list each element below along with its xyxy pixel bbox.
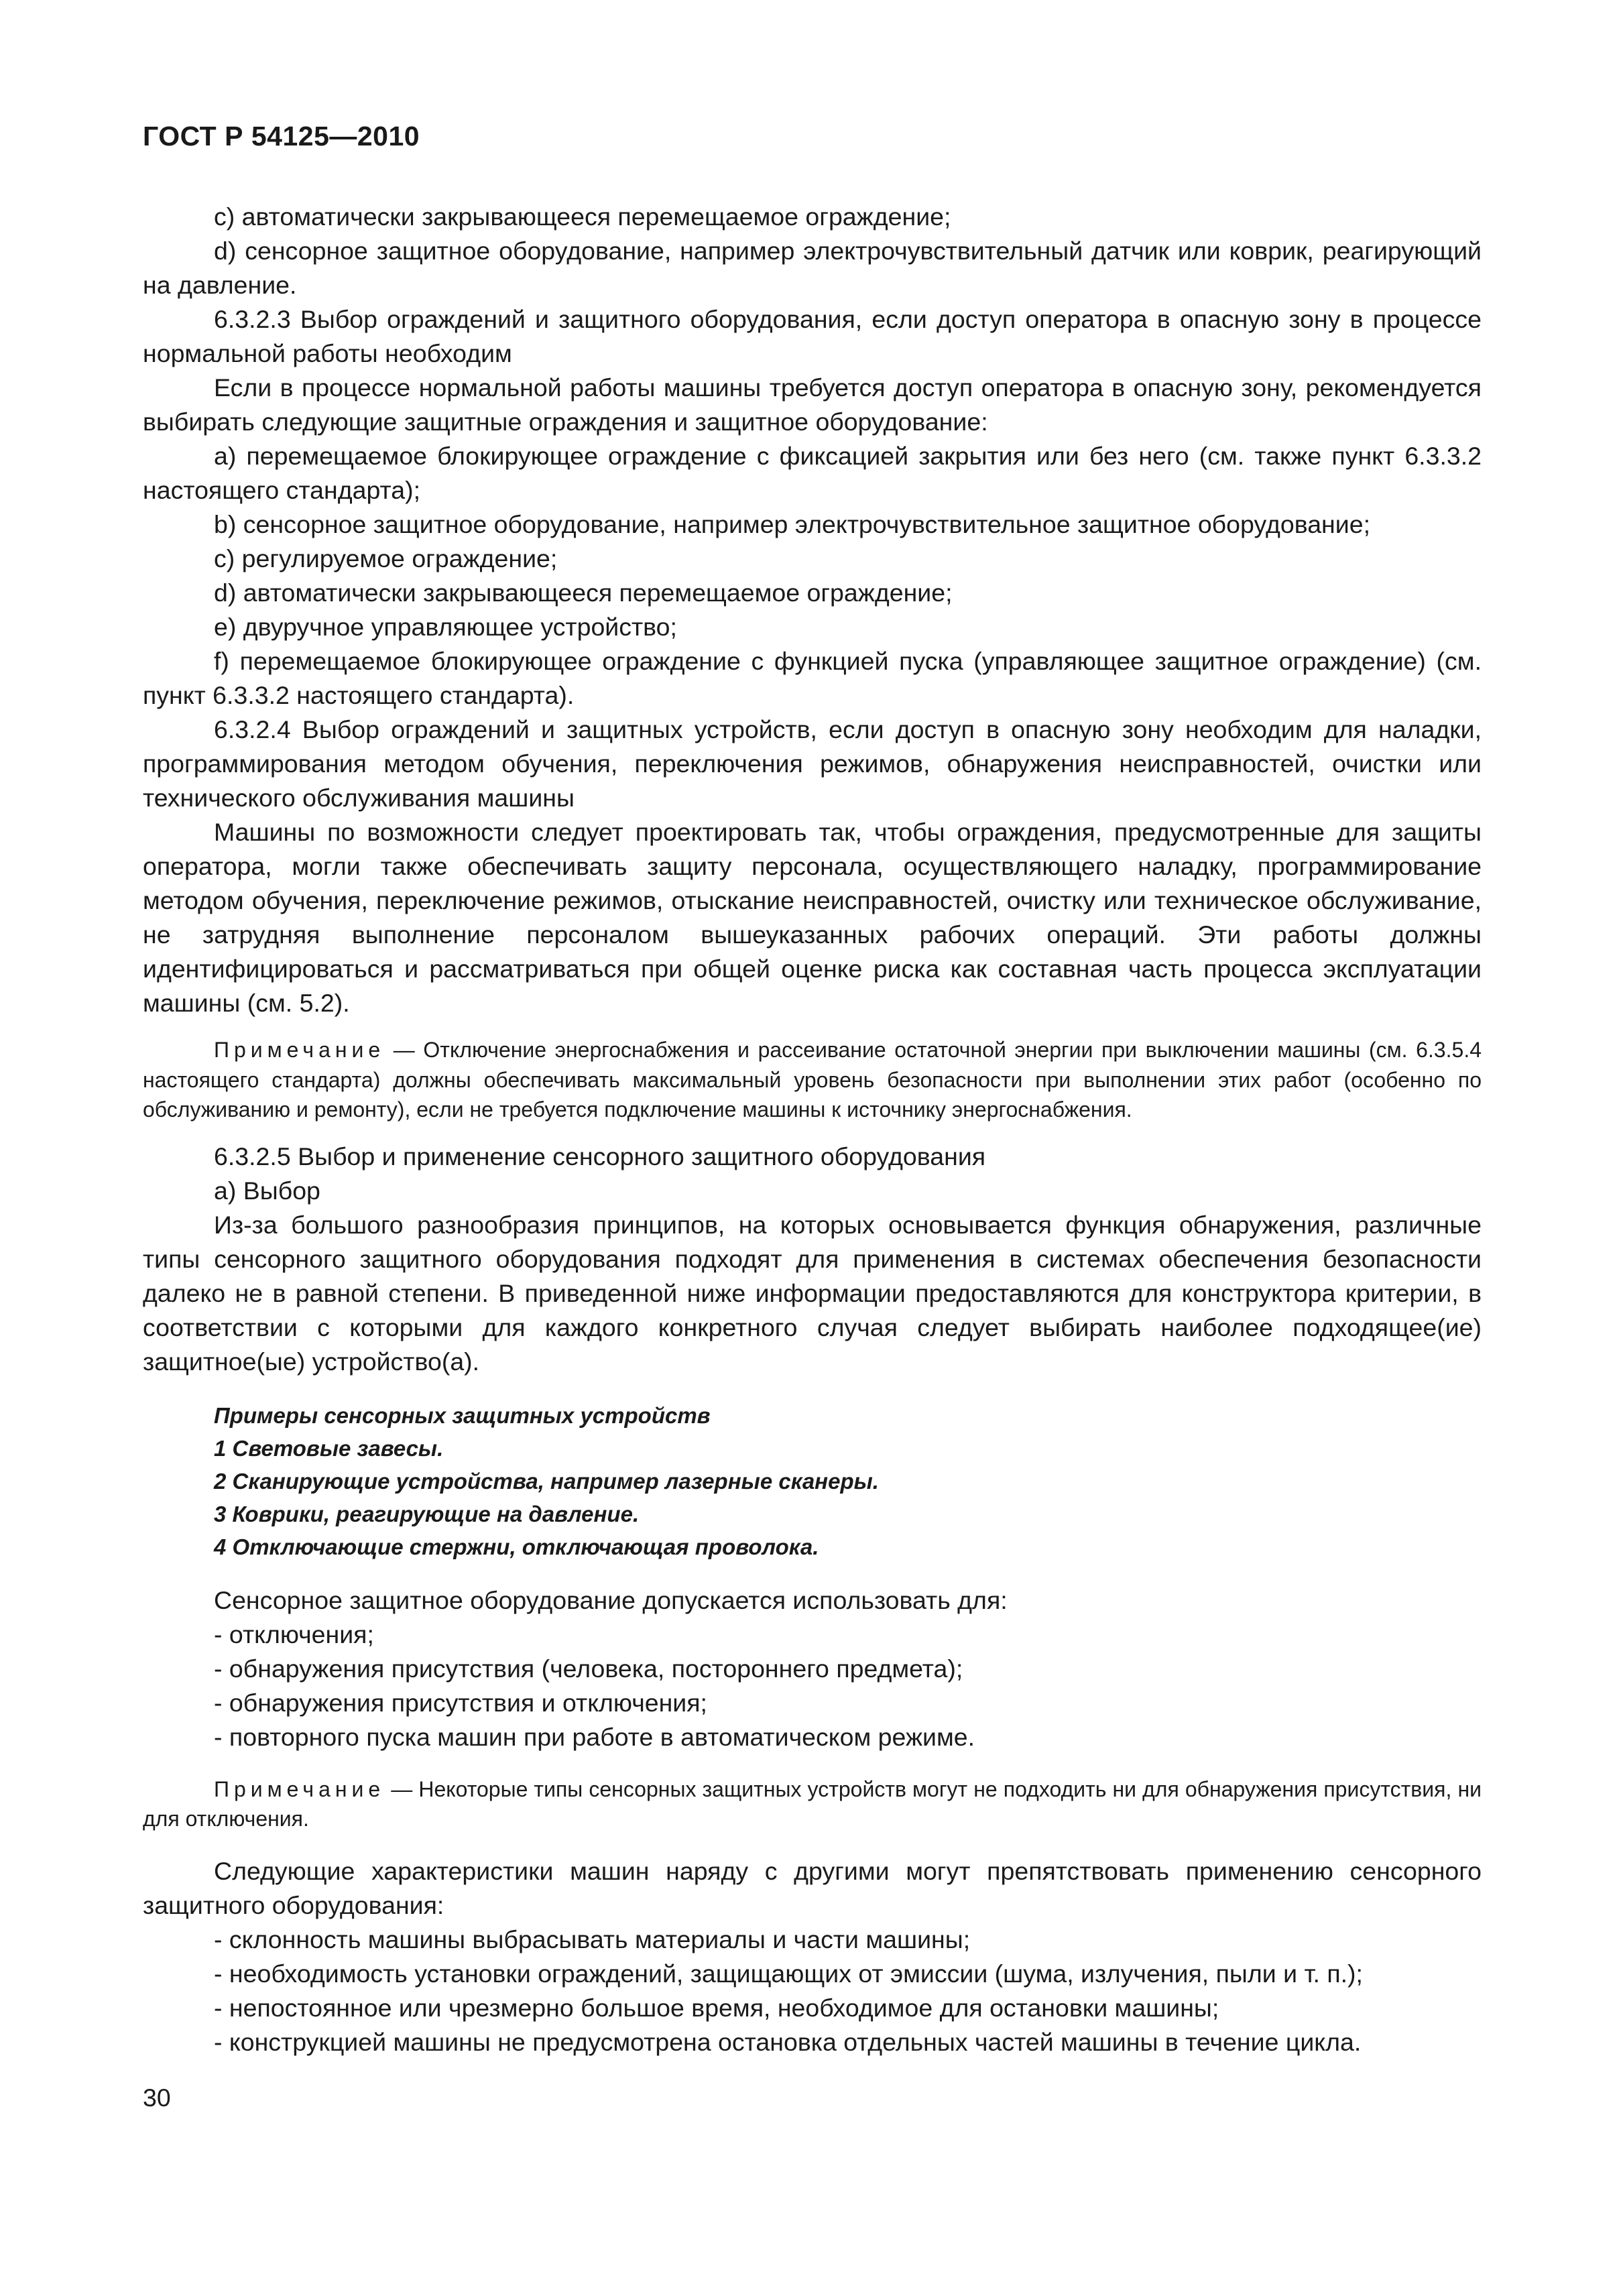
page-number: 30 bbox=[143, 2083, 171, 2112]
list-item: - необходимость установки ограждений, защищающих от эмиссии (шума, излучения, пыли и т. п.); bbox=[214, 1959, 1363, 1988]
note-text: — Отключение энергоснабжения и рассеивание остаточной энергии при выключении машины (см. 6.3.5.4 настоящего стандарта) должны обеспечивать максимальный уровень безопасности при выполнении этих работ (особенно по обслуживанию и ремонту), если не требуется подключение машины к источнику энергоснабжения. bbox=[143, 1038, 1482, 1122]
note-text: — Некоторые типы сенсорных защитных устройств могут не подходить ни для обнаружения присутствия, ни для отключения. bbox=[143, 1776, 1482, 1831]
list-item: - обнаружения присутствия и отключения; bbox=[214, 1688, 707, 1717]
example-item: 3 Коврики, реагирующие на давление. bbox=[214, 1501, 640, 1526]
section-heading: 6.3.2.5 Выбор и применение сенсорного защитного оборудования bbox=[214, 1142, 986, 1170]
list-item: - отключения; bbox=[214, 1620, 374, 1648]
example-item: 4 Отключающие стержни, отключающая проволока. bbox=[214, 1534, 819, 1559]
paragraph: Следующие характеристики машин наряду с другими могут препятствовать применению сенсорного защитного оборудования: bbox=[143, 1856, 1482, 1919]
note-label: Примечание bbox=[214, 1038, 385, 1062]
subsection-heading: а) Выбор bbox=[214, 1176, 320, 1205]
list-item: а) перемещаемое блокирующее ограждение с фиксацией закрытия или без него (см. также пункт 6.3.3.2 настоящего стандарта); bbox=[143, 442, 1482, 504]
paragraph: Из-за большого разнообразия принципов, на которых основывается функция обнаружения, различные типы сенсорного защитного оборудования подходят для применения в системах обеспечения безопасности далеко не в равной степени. В приведенной ниже информации предоставляются для конструктора критерии, в соответствии с которыми для каждого конкретного случая следует выбирать наиболее подходящее(ие) защитное(ые) устройство(а). bbox=[143, 1210, 1482, 1376]
list-item: е) двуручное управляющее устройство; bbox=[214, 613, 677, 641]
paragraph: Если в процессе нормальной работы машины требуется доступ оператора в опасную зону, рекомендуется выбирать следующие защитные ограждения и защитное оборудование: bbox=[143, 373, 1482, 436]
list-item: - непостоянное или чрезмерно большое время, необходимое для остановки машины; bbox=[214, 1993, 1219, 2022]
list-item: f) перемещаемое блокирующее ограждение с функцией пуска (управляющее защитное ограждение) (см. пункт 6.3.3.2 настоящего стандарта). bbox=[143, 647, 1482, 709]
list-item: b) сенсорное защитное оборудование, например электрочувствительное защитное оборудование; bbox=[214, 510, 1370, 538]
examples-block bbox=[143, 1399, 1482, 1563]
paragraph: с) автоматически закрывающееся перемещаемое ограждение; bbox=[214, 202, 951, 231]
list-item: - склонность машины выбрасывать материалы и части машины; bbox=[214, 1925, 971, 1953]
list-item: d) автоматически закрывающееся перемещаемое ограждение; bbox=[214, 579, 953, 607]
examples-title: Примеры сенсорных защитных устройств bbox=[214, 1402, 711, 1428]
paragraph: Сенсорное защитное оборудование допускается использовать для: bbox=[214, 1585, 1008, 1614]
paragraph: Машины по возможности следует проектировать так, чтобы ограждения, предусмотренные для защиты оператора, могли также обеспечивать защиту персонала, осуществляющего наладку, программирование методом обучения, переключение режимов, отыскание неисправностей, очистку или техническое обслуживание, не затрудняя выполнение персоналом вышеуказанных рабочих операций. Эти работы должны идентифицироваться и рассматриваться при общей оценке риска как составная часть процесса эксплуатации машины (см. 5.2). bbox=[143, 818, 1482, 1017]
list-item: - повторного пуска машин при работе в автоматическом режиме. bbox=[214, 1722, 975, 1751]
note bbox=[143, 1774, 1482, 1834]
note bbox=[143, 1035, 1482, 1125]
example-item: 1 Световые завесы. bbox=[214, 1435, 444, 1461]
document-body bbox=[143, 200, 1482, 2059]
note-label: Примечание bbox=[214, 1776, 385, 1801]
list-item: - обнаружения присутствия (человека, постороннего предмета); bbox=[214, 1654, 963, 1683]
example-item: 2 Сканирующие устройства, например лазерные сканеры. bbox=[214, 1468, 879, 1494]
paragraph: d) сенсорное защитное оборудование, например электрочувствительный датчик или коврик, реагирующий на давление. bbox=[143, 237, 1482, 299]
section-heading: 6.3.2.3 Выбор ограждений и защитного оборудования, если доступ оператора в опасную зону в процессе нормальной работы необходим bbox=[143, 305, 1482, 367]
list-item: - конструкцией машины не предусмотрена остановка отдельных частей машины в течение цикла. bbox=[214, 2027, 1362, 2056]
document-header: ГОСТ Р 54125—2010 bbox=[143, 121, 420, 152]
section-heading: 6.3.2.4 Выбор ограждений и защитных устройств, если доступ в опасную зону необходим для наладки, программирования методом обучения, переключения режимов, обнаружения неисправностей, очистки или технического обслуживания машины bbox=[143, 715, 1482, 812]
list-item: с) регулируемое ограждение; bbox=[214, 544, 558, 572]
